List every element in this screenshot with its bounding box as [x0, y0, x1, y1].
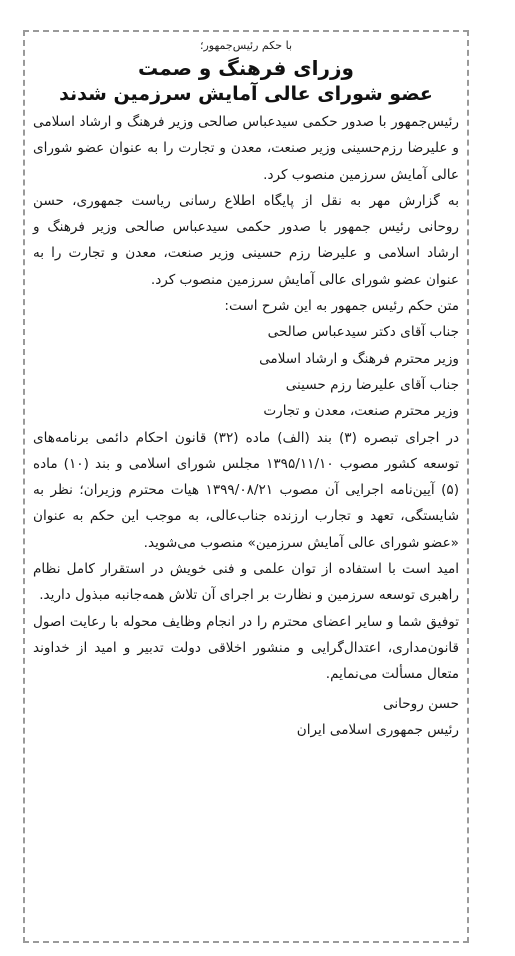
signature-title: رئیس جمهوری اسلامی ایران — [296, 721, 459, 738]
decree-paragraph: امید است با استفاده از توان علمی و فنی خویش در استقرار کامل نظام راهبری توسعه سرزمین و نظارت بر اجرای آن تلاش همه‌جانبه مبذول دارید. — [33, 561, 459, 604]
decree-paragraph: توفیق شما و سایر اعضای محترم را در انجام وظایف محوله با رعایت اصول قانون‌مداری، اعتدال‌گرایی و منشور اخلاقی دولت تدبیر و امید از خداوند متعال مسألت می‌نمایم. — [33, 613, 459, 683]
signature-block — [33, 691, 459, 744]
addressee-line: جناب آقای علیرضا رزم حسینی — [285, 376, 459, 393]
news-article — [33, 38, 459, 743]
addressee-line: جناب آقای دکتر سیدعباس صالحی — [267, 324, 459, 341]
report-paragraph: به گزارش مهر به نقل از پایگاه اطلاع رسانی ریاست جمهوری، حسن روحانی رئیس جمهور با صدور حکمی سیدعباس صالحی وزیر فرهنگ و ارشاد اسلامی و علیرضا رزم حسینی وزیر صنعت، معدن و تجارت را به عنوان عضو شورای عالی آمایش سرزمین منصوب کرد. — [33, 192, 459, 288]
headline-line-1: وزرای فرهنگ و صمت — [138, 56, 354, 80]
article-body — [33, 109, 459, 688]
headline-line-2: عضو شورای عالی آمایش سرزمین شدند — [59, 83, 433, 105]
signature-name: حسن روحانی — [383, 695, 459, 712]
lead-paragraph: رئیس‌جمهور با صدور حکمی سیدعباس صالحی وزیر فرهنگ و ارشاد اسلامی و علیرضا رزم‌حسینی وزیر صنعت، معدن و تجارت را به عنوان عضو شورای عالی آمایش سرزمین منصوب کرد. — [33, 114, 459, 183]
decree-intro: متن حکم رئیس جمهور به این شرح است: — [224, 298, 459, 315]
addressee-line: وزیر محترم صنعت، معدن و تجارت — [263, 403, 459, 420]
article-kicker: با حکم رئیس‌جمهور؛ — [199, 39, 293, 52]
addressee-line: وزیر محترم فرهنگ و ارشاد اسلامی — [259, 350, 459, 367]
decree-paragraph: در اجرای تبصره (۳) بند (الف) ماده (۳۲) قانون احکام دائمی برنامه‌های توسعه کشور مصوب ۱۳۹۵/۱۱/۱۰ مجلس شورای اسلامی و بند (۱۰) ماده (۵) آیین‌نامه اجرایی آن مصوب ۱۳۹۹/۰۸/۲۱ هیات محترم وزیران؛ نظر به شایستگی، تعهد و تجارب ارزنده جناب‌عالی، به موجب این حکم به عنوان «عضو شورای عالی آمایش سرزمین» منصوب می‌شوید. — [33, 429, 460, 551]
